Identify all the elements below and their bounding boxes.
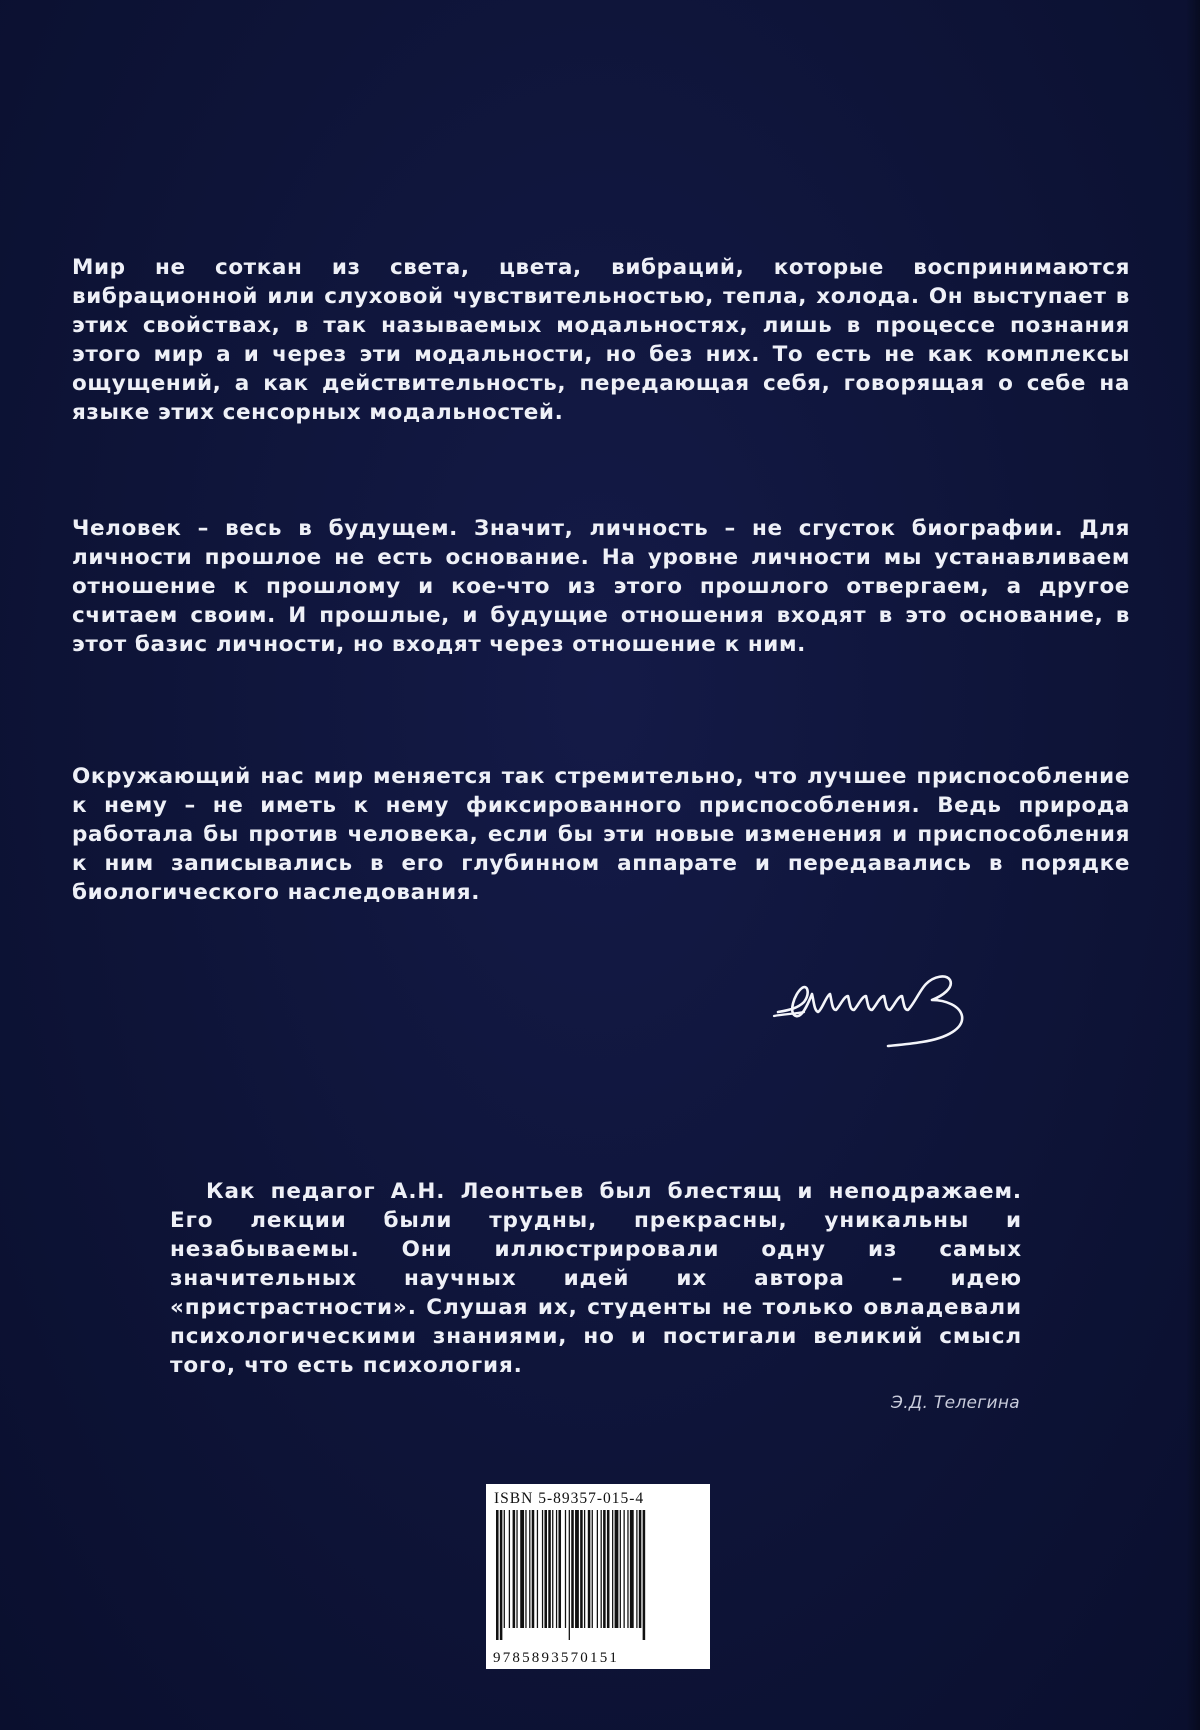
- quote-attribution: Э.Д. Телегина: [891, 1393, 1020, 1413]
- quote-1: Мир не соткан из света, цвета, вибраций, которые воспринимаются вибрационной или слуховой чувствительностью, тепла, холода. Он выступает в этих свойствах, в так называемых модальностях, лишь в процессе познания этого мир а и через эти модальности, но без них. То есть не как комплексы ощущений, а как действительность, передающая себя, говорящая о себе на языке этих сенсорных модальностей.: [72, 255, 1130, 425]
- handwritten-signature-icon: [770, 950, 1010, 1050]
- isbn-barcode: [486, 1484, 710, 1669]
- quote-3: Окружающий нас мир меняется так стремительно, что лучшее приспособление к нему – не иметь к нему фиксированного приспособления. Ведь природа работала бы против человека, если бы эти новые изменения и приспособления к ним записывались в его глубинном аппарате и передавались в порядке биологического наследования.: [72, 764, 1130, 905]
- teacher-quote: Как педагог А.Н. Леонтьев был блестящ и неподражаем. Его лекции были трудны, прекрасны, уникальны и незабываемы. Они иллюстрировали одну из самых значительных научных идей их автора – идею «пристрастности». Слушая их, студенты не только овладевали психологическими знаниями, но и постигали великий смысл того, что есть психология.: [170, 1179, 1022, 1378]
- quote-2: Человек – весь в будущем. Значит, личность – не сгусток биографии. Для личности прошлое не есть основание. На уровне личности мы устанавливаем отношение к прошлому и кое-что из этого прошлого отвергаем, а другое считаем своим. И прошлые, и будущие отношения входят в это основание, в этот базис личности, но входят через отношение к ним.: [72, 516, 1130, 657]
- cover-edge-shadow: [1186, 0, 1200, 1730]
- barcode-bars: [494, 1510, 702, 1640]
- isbn-label: ISBN 5-89357-015-4: [494, 1490, 645, 1507]
- ean-number: 9785893570151: [493, 1650, 620, 1666]
